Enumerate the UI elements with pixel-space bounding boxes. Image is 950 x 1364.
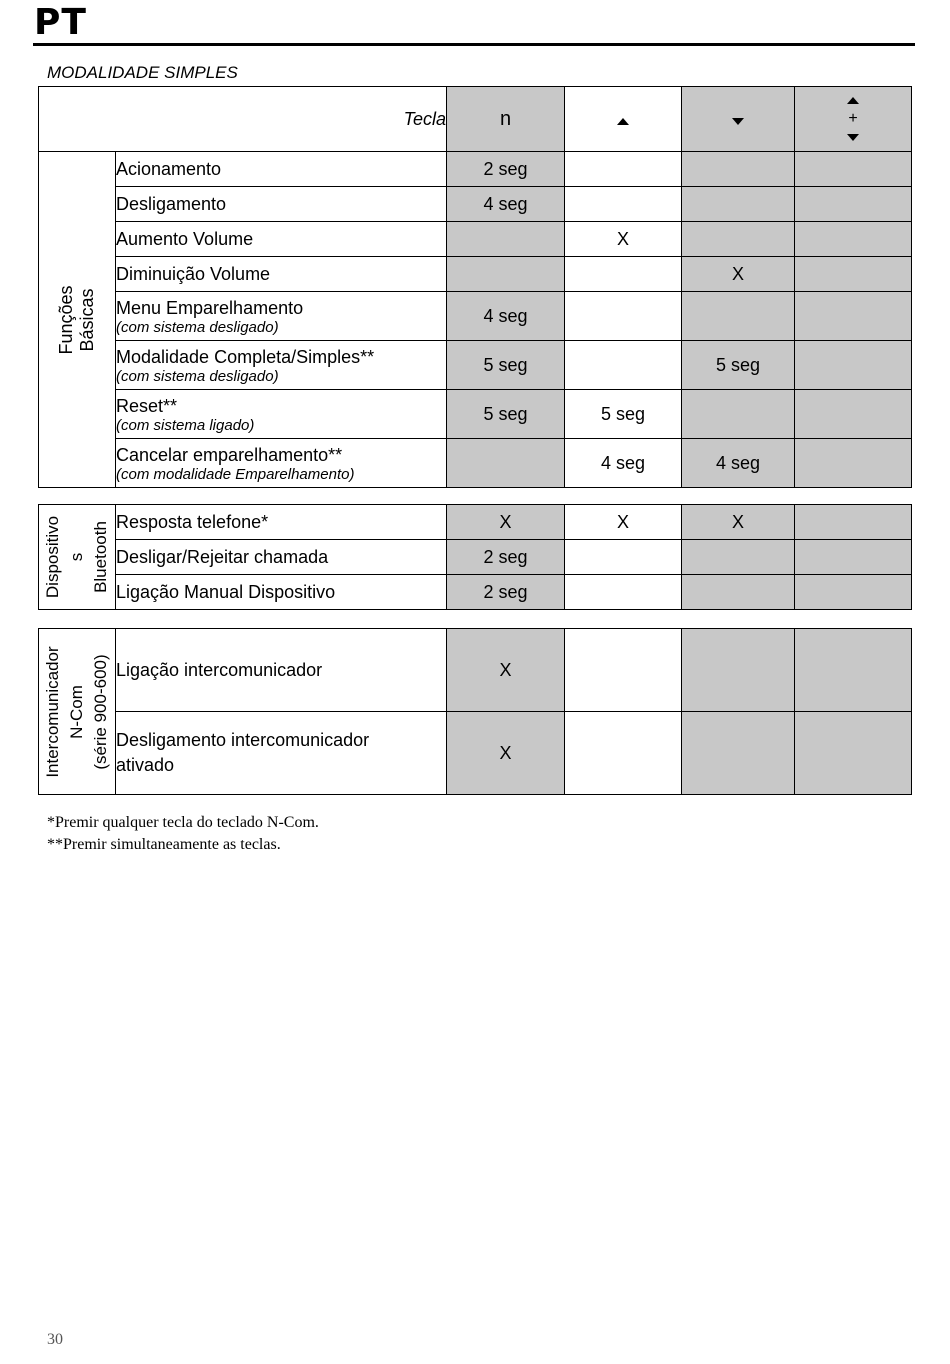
function-note: (com sistema desligado) <box>116 367 279 385</box>
cell-key-n: 2 seg <box>447 575 565 610</box>
table-row <box>39 575 912 610</box>
group-label-bluetooth: Dispositivo s Bluetooth <box>39 505 116 610</box>
function-cell <box>116 390 447 439</box>
cell-key-n: X <box>447 505 565 540</box>
cell-key-up: 5 seg <box>565 390 682 439</box>
cell-key-n: 2 seg <box>447 540 565 575</box>
cell-key-updown <box>795 187 912 222</box>
cell-key-up: X <box>565 222 682 257</box>
cell-key-up <box>565 712 682 795</box>
down-triangle-icon <box>732 118 744 125</box>
function-cell <box>116 439 447 488</box>
footnote: **Premir simultaneamente as teclas. <box>47 836 281 853</box>
table-row <box>39 505 912 540</box>
cell-key-down <box>682 540 795 575</box>
function-name: Ligação intercomunicador <box>116 629 447 712</box>
function-name: Ligação Manual Dispositivo <box>116 575 447 610</box>
key-up-header <box>565 87 682 152</box>
cell-key-up <box>565 341 682 390</box>
cell-key-updown <box>795 257 912 292</box>
cell-key-down <box>682 712 795 795</box>
cell-key-updown <box>795 505 912 540</box>
function-note: (com modalidade Emparelhamento) <box>116 465 355 483</box>
cell-key-n: 4 seg <box>447 292 565 341</box>
function-name: Diminuição Volume <box>116 257 447 292</box>
table-row <box>39 390 912 439</box>
cell-key-down: 4 seg <box>682 439 795 488</box>
cell-key-n: 5 seg <box>447 390 565 439</box>
table-row <box>39 292 912 341</box>
cell-key-up <box>565 257 682 292</box>
up-triangle-icon <box>847 97 859 104</box>
cell-key-down <box>682 292 795 341</box>
function-name: Resposta telefone* <box>116 505 447 540</box>
table-row <box>39 257 912 292</box>
cell-key-n: 2 seg <box>447 152 565 187</box>
header-rule <box>33 43 915 46</box>
cell-key-down: 5 seg <box>682 341 795 390</box>
cell-key-updown <box>795 341 912 390</box>
table-row <box>39 187 912 222</box>
cell-key-n <box>447 222 565 257</box>
cell-key-updown <box>795 712 912 795</box>
function-name: Aumento Volume <box>116 222 447 257</box>
function-note: (com sistema desligado) <box>116 318 279 336</box>
cell-key-up <box>565 575 682 610</box>
language-code: PT <box>34 2 87 43</box>
group-label-intercom: Intercomunicador N-Com (série 900-600) <box>39 629 116 795</box>
table-header-row <box>39 87 912 152</box>
cell-key-n: 5 seg <box>447 341 565 390</box>
function-name: Desligamento intercomunicador ativado <box>116 712 447 795</box>
cell-key-updown <box>795 222 912 257</box>
down-triangle-icon <box>847 134 859 141</box>
footnote: *Premir qualquer tecla do teclado N-Com. <box>47 814 319 831</box>
bluetooth-table <box>38 504 912 610</box>
cell-key-updown <box>795 292 912 341</box>
cell-key-updown <box>795 629 912 712</box>
cell-key-up: X <box>565 505 682 540</box>
key-header-label: Tecla <box>39 87 447 152</box>
function-name: Acionamento <box>116 152 447 187</box>
table-row <box>39 712 912 795</box>
table-row <box>39 439 912 488</box>
cell-key-down <box>682 390 795 439</box>
cell-key-up <box>565 187 682 222</box>
table-row <box>39 540 912 575</box>
basic-functions-table <box>38 86 912 488</box>
cell-key-down <box>682 629 795 712</box>
section-title: MODALIDADE SIMPLES <box>47 63 238 82</box>
footnotes <box>47 812 319 856</box>
cell-key-n: X <box>447 629 565 712</box>
table-row <box>39 222 912 257</box>
function-cell <box>116 292 447 341</box>
key-n-header: n <box>447 87 565 152</box>
function-name: Desligar/Rejeitar chamada <box>116 540 447 575</box>
cell-key-n: X <box>447 712 565 795</box>
table-row <box>39 629 912 712</box>
cell-key-updown <box>795 575 912 610</box>
plus-icon: + <box>848 110 858 127</box>
cell-key-updown <box>795 439 912 488</box>
page-number: 30 <box>47 1331 63 1348</box>
function-name: Desligamento <box>116 187 447 222</box>
cell-key-up: 4 seg <box>565 439 682 488</box>
cell-key-up <box>565 629 682 712</box>
table-row <box>39 341 912 390</box>
table-row <box>39 152 912 187</box>
cell-key-down <box>682 575 795 610</box>
function-name: Reset** <box>116 395 178 416</box>
function-cell <box>116 341 447 390</box>
intercom-table <box>38 628 912 795</box>
function-name: Modalidade Completa/Simples** <box>116 346 375 367</box>
cell-key-n <box>447 257 565 292</box>
cell-key-n: 4 seg <box>447 187 565 222</box>
cell-key-updown <box>795 152 912 187</box>
cell-key-down <box>682 187 795 222</box>
cell-key-down <box>682 222 795 257</box>
key-updown-header <box>795 87 912 152</box>
cell-key-down: X <box>682 257 795 292</box>
function-note: (com sistema ligado) <box>116 416 255 434</box>
cell-key-updown <box>795 390 912 439</box>
up-triangle-icon <box>617 118 629 125</box>
cell-key-down <box>682 152 795 187</box>
key-down-header <box>682 87 795 152</box>
function-name: Menu Emparelhamento <box>116 297 304 318</box>
cell-key-up <box>565 292 682 341</box>
cell-key-n <box>447 439 565 488</box>
function-name: Cancelar emparelhamento** <box>116 444 343 465</box>
cell-key-up <box>565 540 682 575</box>
cell-key-down: X <box>682 505 795 540</box>
group-label-basic: Funções Básicas <box>39 152 116 488</box>
cell-key-updown <box>795 540 912 575</box>
cell-key-up <box>565 152 682 187</box>
